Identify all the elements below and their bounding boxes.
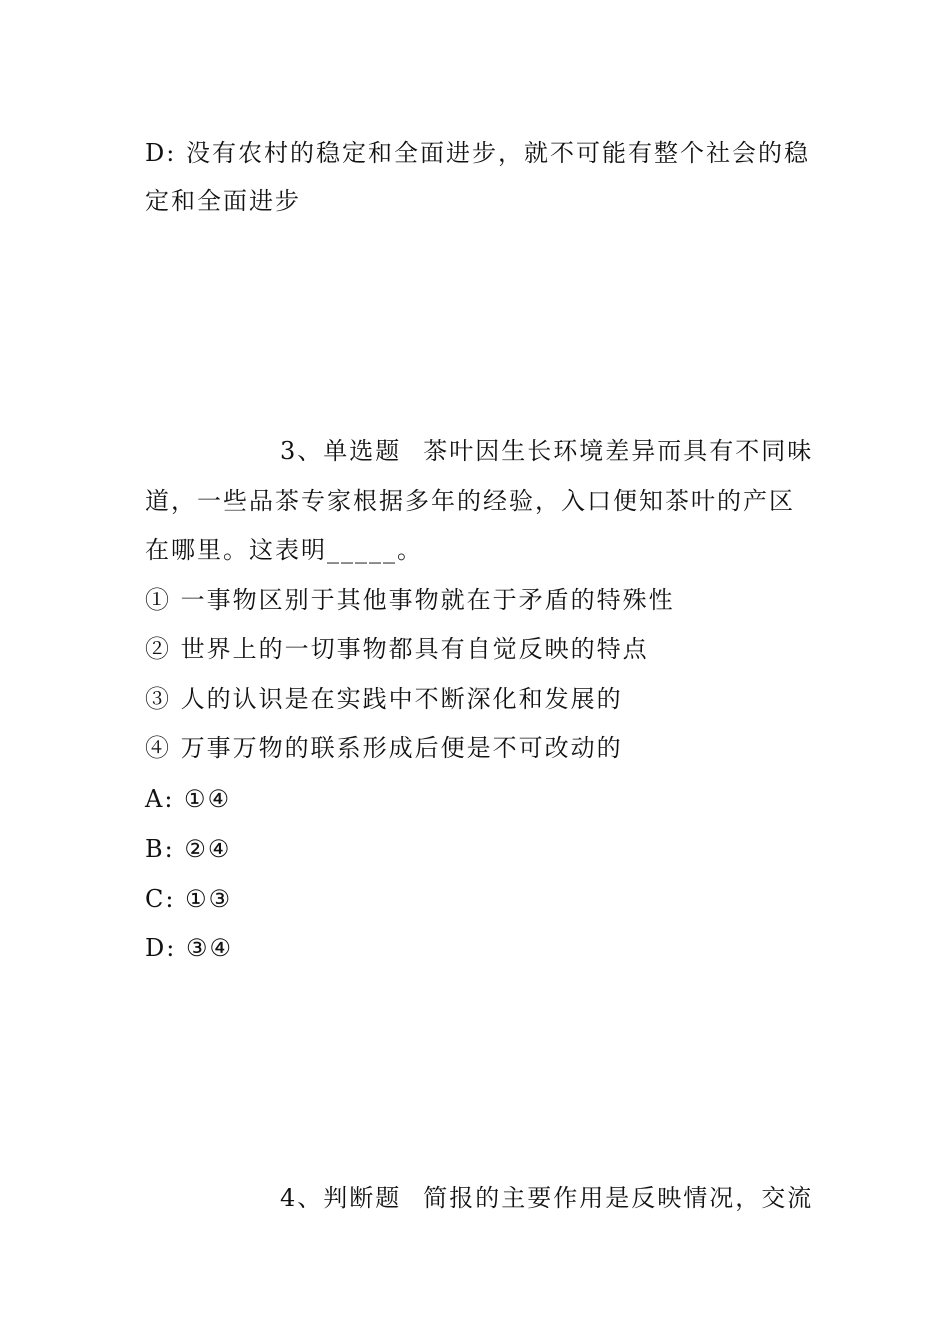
prev-option-d-line1: D: 没有农村的稳定和全面进步，就不可能有整个社会的稳 — [145, 139, 810, 167]
question4-header — [280, 1183, 813, 1213]
prev-option-d-line2: 定和全面进步 — [145, 187, 301, 215]
question3-option-b: B: ②④ — [145, 835, 232, 863]
question3-statement-1: ① 一事物区别于其他事物就在于矛盾的特殊性 — [145, 586, 675, 614]
question3-option-d: D: ③④ — [145, 934, 233, 962]
question4-stem-line1: 简报的主要作用是反映情况，交流 — [423, 1184, 814, 1212]
question3-option-a: A: ①④ — [145, 785, 232, 813]
question3-option-c: C: ①③ — [145, 885, 233, 913]
question3-statement-2: ② 世界上的一切事物都具有自觉反映的特点 — [145, 635, 649, 663]
question3-number: 3、单选题 — [280, 437, 402, 465]
question3-stem-line3: 在哪里。这表明_____。 — [145, 536, 423, 564]
question3-stem-line2: 道，一些品茶专家根据多年的经验，入口便知茶叶的产区 — [145, 487, 795, 515]
question3-header — [280, 436, 813, 466]
question3-statement-4: ④ 万事万物的联系形成后便是不可改动的 — [145, 734, 623, 762]
question3-stem-line1: 茶叶因生长环境差异而具有不同味 — [423, 437, 814, 465]
question4-number: 4、判断题 — [280, 1184, 402, 1212]
question3-statement-3: ③ 人的认识是在实践中不断深化和发展的 — [145, 685, 623, 713]
